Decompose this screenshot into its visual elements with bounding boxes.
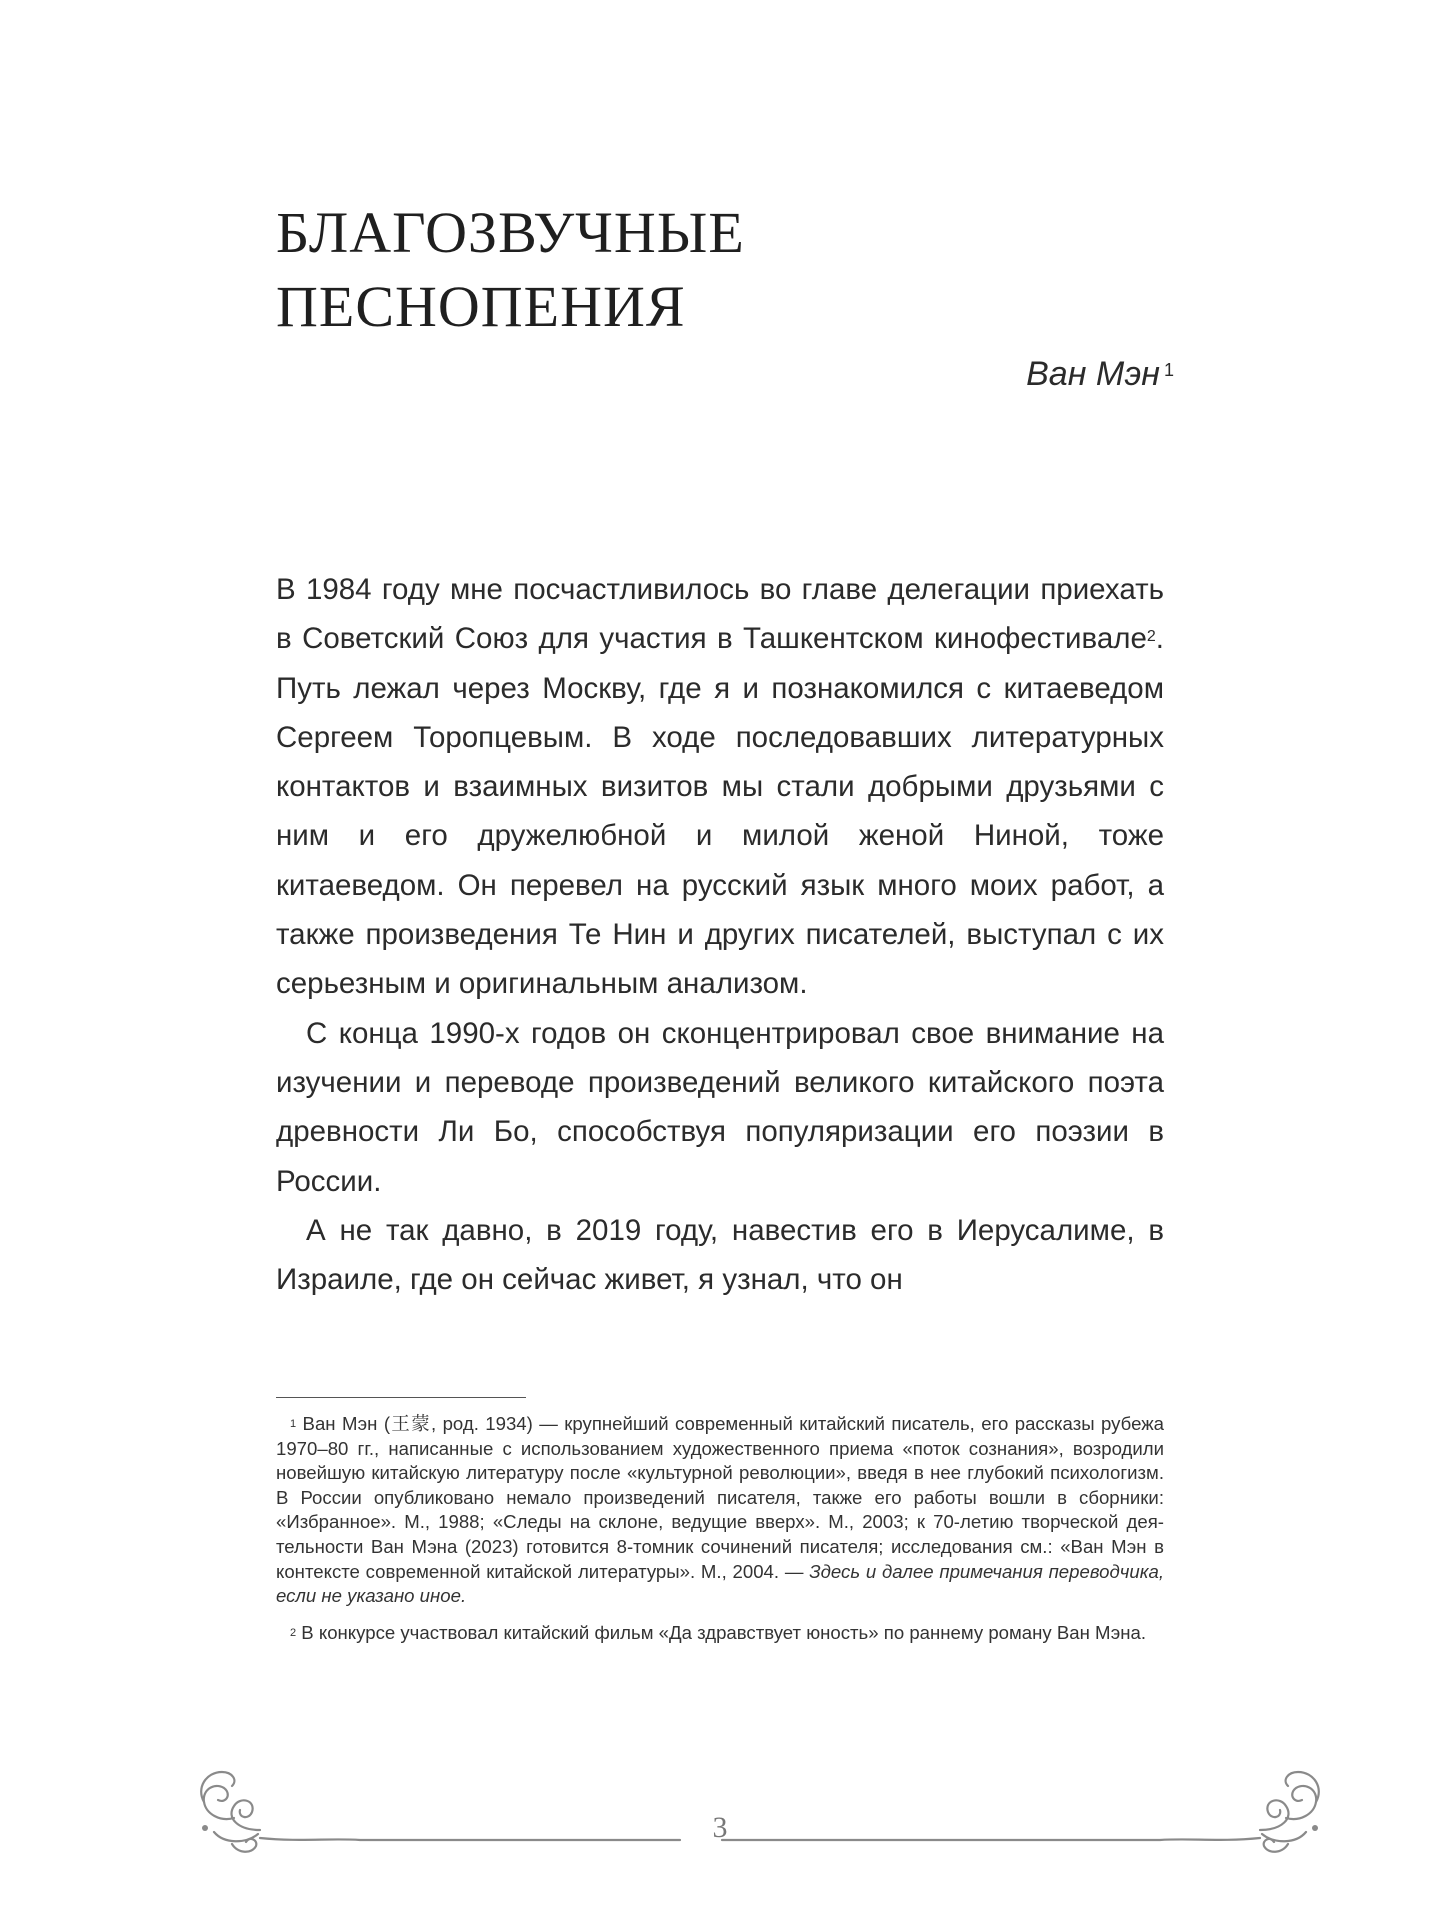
left-flourish-icon (201, 1772, 680, 1852)
page-number: 3 (712, 1811, 728, 1844)
footnote-1-number: 1 (290, 1418, 297, 1430)
chapter-title-line-1: БЛАГОЗВУЧНЫЕ (276, 200, 745, 265)
footnote-divider (276, 1397, 526, 1398)
paragraph-1-part-a: В 1984 году мне посчастливилось во главе делегации приехать в Советский Союз для участия в Ташкентском кинофестивале (276, 573, 1164, 656)
footnote-1-text: Ван Мэн (王蒙, род. 1934) — крупнейший современный китайский писатель, его рассказы рубежа 1970–80 гг., написанные с использованием художественного приема «поток сознания», возродили новейшую китайскую литературу после «культурной революции», введя в нее глубокий психологизм. В России опубликовано немало произведений писателя, также его работы вошли в сборники: «Избранное». М., 1988; «Следы на склоне, ведущие вверх». М., 2003; к 70-летию творческой деятельности Ван Мэна (2023) готовится 8-томник сочинений писателя; исследования см.: «Ван Мэн в контексте современной китайской литературы». М., 2004. — (276, 1413, 1164, 1582)
paragraph-2: С конца 1990-х годов он сконцентрировал свое внимание на изучении и переводе произведений великого китайского поэта древности Ли Бо, способствуя популяризации его поэзии в России. (276, 1016, 1164, 1198)
chapter-author (1026, 352, 1174, 396)
paragraph-3: А не так давно, в 2019 году, навестив его в Иерусалиме, в Израиле, где он сейчас живет, я узнал, что он (276, 1213, 1164, 1297)
footnote-2 (276, 1621, 1164, 1646)
footnote-1 (276, 1412, 1164, 1609)
footnote-2-text: В конкурсе участвовал китайский фильм «Да здравствует юность» по раннему роману Ван Мэна. (296, 1621, 1147, 1643)
footnote-2-number: 2 (290, 1626, 297, 1639)
author-name: Ван Мэн (1026, 355, 1160, 393)
paragraph-1-part-b: . Путь лежал через Москву, где я и познакомился с китаеведом Сергеем Торопцевым. В ходе последовавших литературных контактов и взаимных визитов мы стали добрыми друзьями с ним и его дружелюбной и милой женой Ниной, тоже китаеведом. Он перевел на русский язык много моих работ, а также произведения Те Нин и других писателей, выступал с их серьезным и оригинальным анализом. (276, 622, 1164, 1001)
body-text (276, 565, 1164, 1304)
chapter-title-line-2: ПЕСНОПЕНИЯ (276, 274, 686, 339)
footnote-1-italic: Здесь и далее примечания переводчика, если не указано иное. (276, 1560, 1164, 1607)
right-flourish-icon (722, 1772, 1319, 1852)
chapter-title (276, 196, 1176, 344)
footnotes (276, 1412, 1164, 1657)
footnote-ref-2[interactable]: 2 (1146, 628, 1156, 646)
author-footnote-ref[interactable]: 1 (1163, 360, 1174, 380)
paragraph-1 (276, 565, 1164, 1009)
